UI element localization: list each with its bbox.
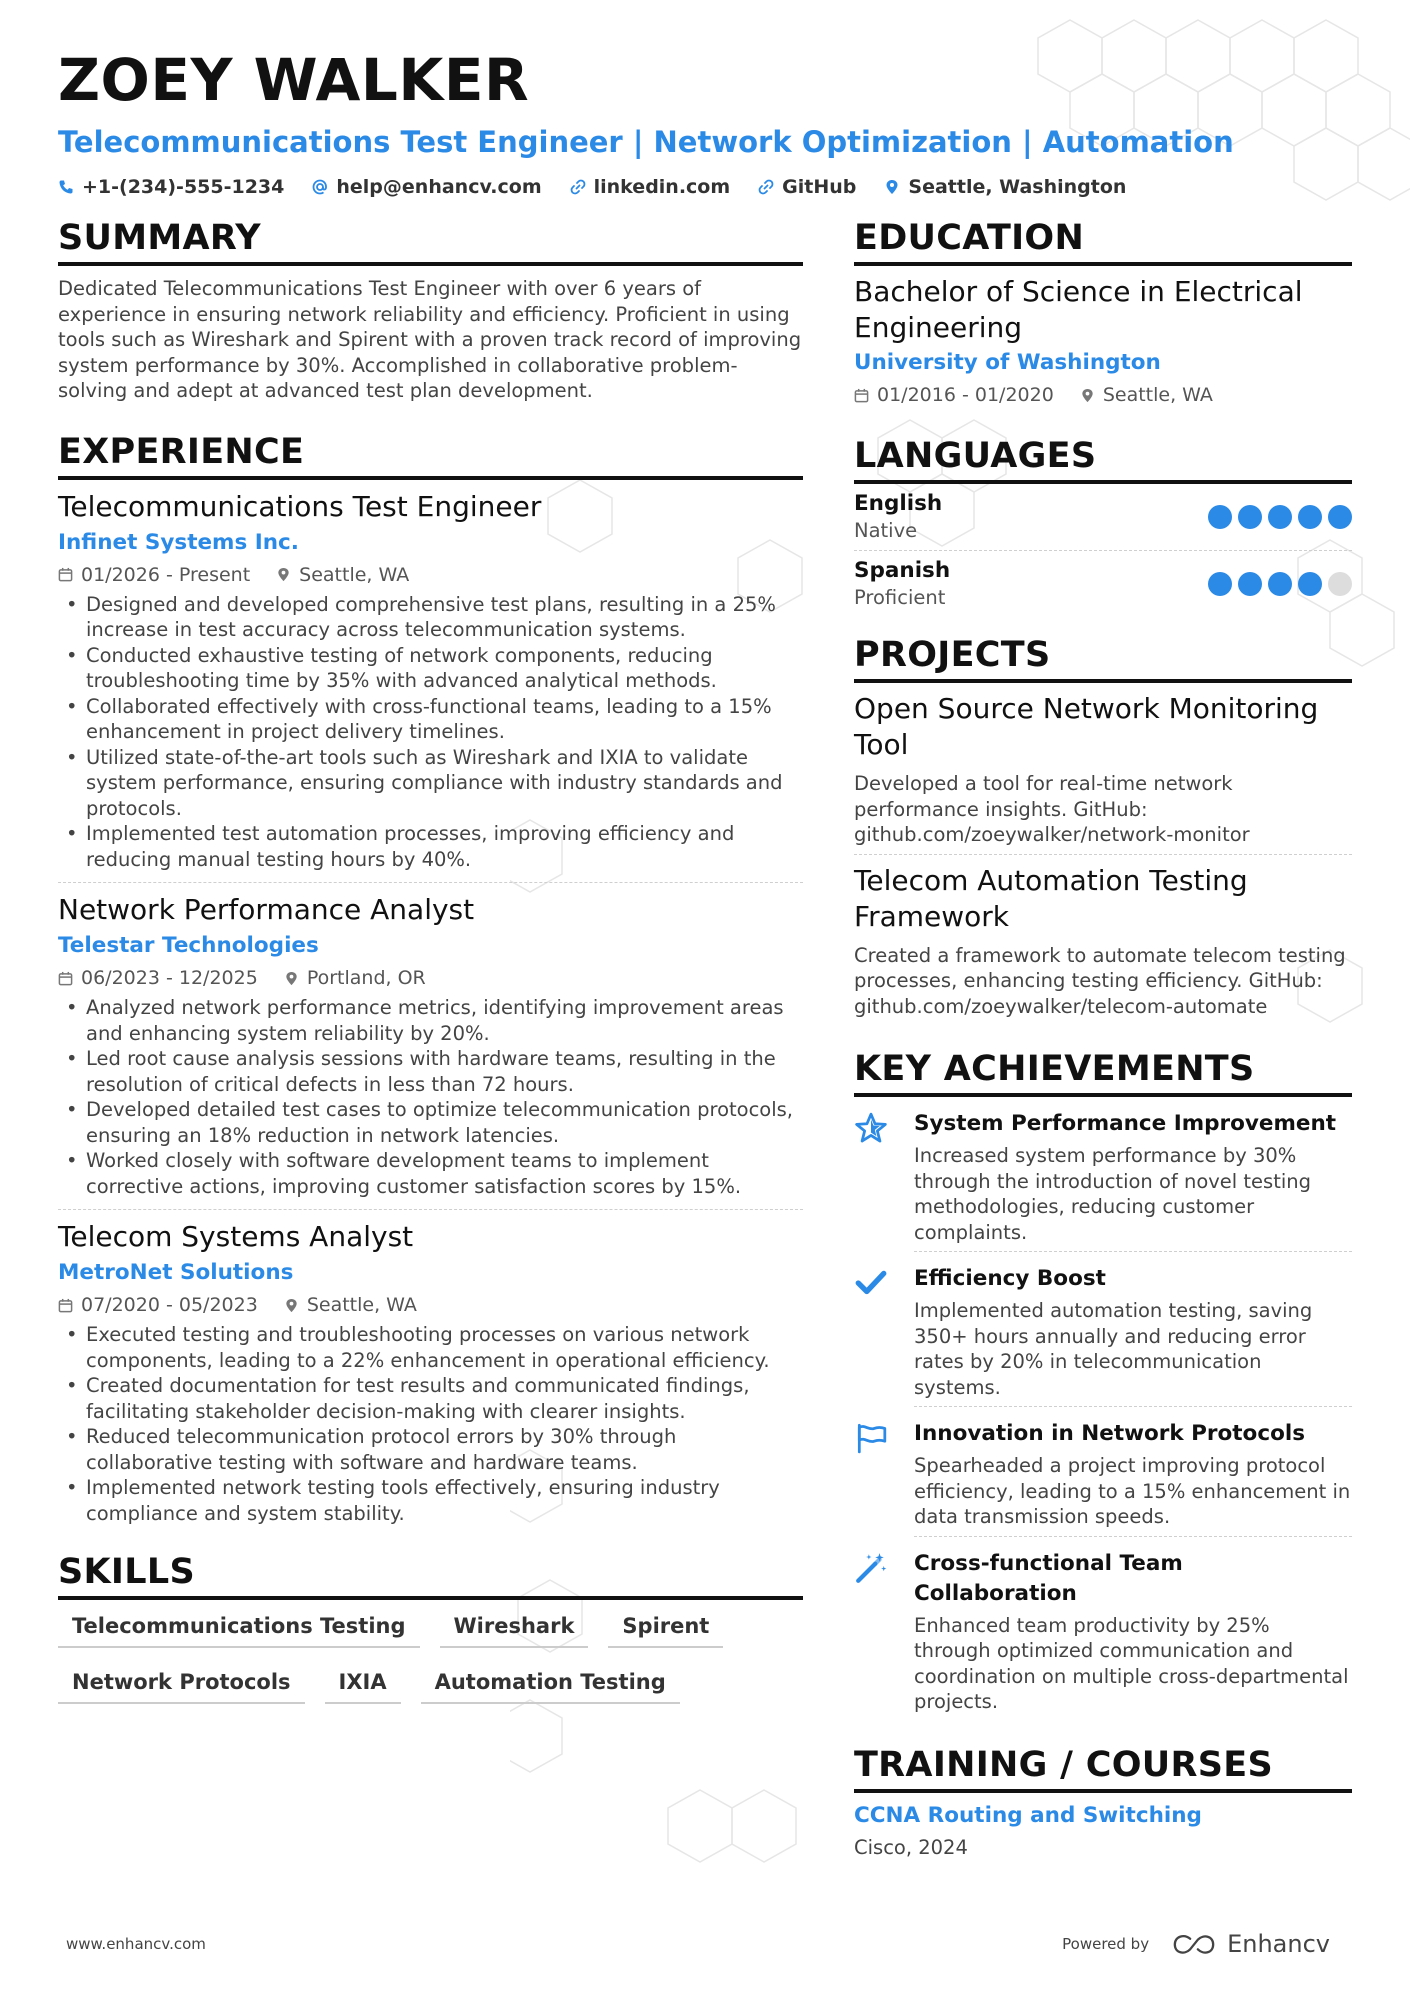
linkedin-text: linkedin.com [593,176,731,198]
achievement-title: Innovation in Network Protocols [914,1421,1306,1446]
language-name: English [854,491,943,516]
entry-divider [58,882,803,883]
brand-name: Enhancv [1227,1930,1330,1958]
job-title: Telecommunications Test Engineer [58,489,542,523]
language-row [854,490,1352,544]
achievement-description: Increased system performance by 30% through the introduction of novel testing methodologies, reducing customer complaints. [914,1144,1312,1244]
job-bullet: • Analyzed network performance metrics, identifying improvement areas and enhancing system reliability by 20%. [58,995,803,1046]
rating-dot-filled [1208,505,1232,529]
achievements-heading: KEY ACHIEVEMENTS [854,1047,1352,1097]
entry-divider [914,1536,1352,1537]
contact-bar [58,176,1352,198]
language-entry [854,490,1352,551]
job-bullet: • Executed testing and troubleshooting processes on various network components, leading to a 22% enhancement in operational efficiency. [58,1322,803,1373]
skill-tag: Wireshark [440,1614,589,1648]
rating-dot-filled [1268,505,1292,529]
job-bullets [58,1322,803,1526]
achievement-entry [854,1419,1352,1530]
flag-icon [854,1421,888,1455]
language-level: Native [854,519,918,542]
job-bullet: • Conducted exhaustive testing of network components, reducing troubleshooting time by 35% with advanced analytical methods. [58,643,803,694]
job-dates-text: 07/2020 - 05/2023 [81,1294,258,1316]
candidate-headline: Telecommunications Test Engineer | Network Optimization | Automation [58,125,1234,159]
page-footer [66,1930,1330,1958]
job-bullet: • Collaborated effectively with cross-functional teams, leading to a 15% enhancement in project delivery timelines. [58,694,803,745]
projects-heading: PROJECTS [854,633,1352,683]
job-bullet: • Created documentation for test results and communicated findings, facilitating stakeholder decision-making with clearer insights. [58,1373,803,1424]
job-dates-text: 06/2023 - 12/2025 [81,967,258,989]
rating-dot-filled [1298,505,1322,529]
contact-linkedin[interactable] [570,176,731,198]
languages-heading: LANGUAGES [854,434,1352,484]
footer-website[interactable]: www.enhancv.com [66,1935,206,1953]
experience-entry [58,1218,803,1526]
experience-entry [58,891,803,1210]
link-icon [758,179,774,195]
achievement-title: Cross-functional Team Collaboration [914,1550,1183,1606]
education-location-text: Seattle, WA [1102,384,1213,406]
enhancv-logo-icon [1171,1933,1217,1956]
left-column [58,216,803,1704]
job-bullet: • Worked closely with software development teams to implement corrective actions, improving customer satisfaction scores by 15%. [58,1148,803,1199]
summary-heading: SUMMARY [58,216,803,266]
rating-dot-filled [1208,572,1232,596]
language-row [854,557,1352,611]
skill-tag: Telecommunications Testing [58,1614,420,1648]
job-dates-text: 01/2026 - Present [81,563,251,586]
phone-icon [58,179,74,195]
experience-heading: EXPERIENCE [58,430,803,480]
check-icon [854,1266,888,1300]
job-dates [58,1292,258,1318]
achievement-icon-wrap [854,1419,896,1530]
job-location [284,965,426,991]
project-entry [854,863,1352,1020]
project-description: Created a framework to automate telecom testing processes, enhancing testing efficiency. GitHub: github.com/zoeywalker/telecom-automate [854,943,1346,1018]
achievement-description: Spearheaded a project improving protocol efficiency, leading to a 15% enhancement in data transmission speeds. [914,1454,1351,1528]
job-dates [58,965,258,991]
location-pin-icon [284,971,299,986]
company-name: Infinet Systems Inc. [58,529,299,555]
experience-entry [58,488,803,884]
achievement-entry [854,1264,1352,1400]
job-meta [58,1292,803,1318]
link-icon [570,179,586,195]
achievement-title: Efficiency Boost [914,1266,1106,1291]
contact-location[interactable] [884,176,1126,198]
job-bullet: • Implemented network testing tools effectively, ensuring industry compliance and system stability. [58,1475,803,1526]
job-dates [58,562,250,588]
education-location [1080,382,1213,408]
company-name: Telestar Technologies [58,933,319,958]
job-title: Network Performance Analyst [58,893,475,926]
powered-by-label: Powered by [1062,1935,1150,1953]
skills-heading: SKILLS [58,1550,803,1600]
education-heading: EDUCATION [854,216,1352,266]
rating-dot-filled [1298,572,1322,596]
job-meta [58,965,803,991]
education-dates [854,382,1054,408]
education-meta [854,382,1352,408]
degree-title: Bachelor of Science in Electrical Engineering [854,275,1303,344]
footer-branding [1062,1930,1330,1958]
contact-github[interactable] [758,176,856,198]
skills-list [58,1614,803,1704]
github-text: GitHub [782,176,857,198]
training-heading: TRAINING / COURSES [854,1743,1352,1793]
entry-divider [58,1209,803,1210]
achievement-icon-wrap [854,1264,896,1400]
achievement-description: Enhanced team productivity by 25% through optimized communication and coordination on multiple cross-departmental projects. [914,1613,1349,1713]
job-bullet: • Led root cause analysis sessions with hardware teams, resulting in the resolution of critical defects in less than 72 hours. [58,1046,803,1097]
job-location [276,562,409,588]
course-name: CCNA Routing and Switching [854,1802,1202,1828]
location-pin-icon [884,179,900,195]
job-bullet: • Reduced telecommunication protocol errors by 30% through collaborative testing with software and hardware teams. [58,1424,803,1475]
calendar-icon [58,567,73,582]
rating-dot-filled [1268,572,1292,596]
contact-email[interactable] [312,176,541,198]
course-meta: Cisco, 2024 [854,1835,968,1859]
project-description: Developed a tool for real-time network performance insights. GitHub: github.com/zoeywalker/network-monitor [854,772,1250,846]
star-icon [854,1111,888,1145]
job-location-text: Portland, OR [306,967,426,989]
enhancv-logo[interactable] [1171,1930,1330,1958]
skill-tag: Network Protocols [58,1670,305,1704]
language-name: Spanish [854,558,951,583]
rating-dot-empty [1328,572,1352,596]
entry-divider [854,854,1352,855]
email-text: help@enhancv.com [336,176,542,198]
job-title: Telecom Systems Analyst [58,1220,414,1253]
project-title: Open Source Network Monitoring Tool [854,692,1319,761]
skill-tag: Automation Testing [421,1670,680,1704]
skill-tag: IXIA [325,1670,401,1704]
project-entry [854,691,1352,855]
calendar-icon [58,971,73,986]
job-bullet: • Utilized state-of-the-art tools such as Wireshark and IXIA to validate system performance, ensuring compliance with industry standards and protocols. [58,745,803,822]
rating-dot-filled [1238,505,1262,529]
rating-dot-filled [1238,572,1262,596]
achievement-description: Implemented automation testing, saving 350+ hours annually and reducing error rates by 20% in telecommunication systems. [914,1299,1313,1399]
achievement-icon-wrap [854,1549,896,1715]
resume-content [58,40,1352,1859]
company-name: MetroNet Solutions [58,1260,294,1285]
job-bullet: • Developed detailed test cases to optimize telecommunication protocols, ensuring an 18% reduction in network latencies. [58,1097,803,1148]
calendar-icon [58,1298,73,1313]
location-pin-icon [1080,388,1095,403]
location-text: Seattle, Washington [908,176,1127,198]
achievement-entry [854,1109,1352,1245]
job-bullet: • Implemented test automation processes, improving efficiency and reducing manual testing hours by 40%. [58,821,803,872]
achievement-title: System Performance Improvement [914,1111,1337,1136]
job-location [284,1292,417,1318]
right-column [854,216,1352,1861]
phone-text: +1-(234)-555-1234 [82,176,285,198]
job-location-text: Seattle, WA [299,563,410,586]
rating-dot-filled [1328,505,1352,529]
calendar-icon [854,388,869,403]
summary-text: Dedicated Telecommunications Test Engineer with over 6 years of experience in ensuring network reliability and efficiency. Proficient in using tools such as Wireshark and Spirent with a proven track record of improving system performance by 30%. Accomplished in collaborative problem-solving and adept at advanced test plan development. [58,277,802,402]
at-sign-icon [312,179,328,195]
job-location-text: Seattle, WA [306,1294,417,1316]
contact-phone[interactable] [58,176,284,198]
language-entry [854,557,1352,611]
language-rating [1208,505,1352,529]
entry-divider [854,550,1352,551]
language-rating [1208,572,1352,596]
entry-divider [914,1406,1352,1407]
location-pin-icon [284,1298,299,1313]
education-dates-text: 01/2016 - 01/2020 [877,384,1054,406]
school-name: University of Washington [854,350,1161,375]
magic-wand-icon [854,1551,888,1585]
achievement-icon-wrap [854,1109,896,1245]
job-bullets [58,592,803,873]
achievement-entry [854,1549,1352,1715]
skill-tag: Spirent [608,1614,723,1648]
candidate-name: ZOEY WALKER [58,46,530,114]
location-pin-icon [276,567,291,582]
job-meta [58,562,803,588]
job-bullet: • Designed and developed comprehensive test plans, resulting in a 25% increase in test accuracy across telecommunication systems. [58,592,803,643]
project-title: Telecom Automation Testing Framework [854,863,1248,933]
job-bullets [58,995,803,1199]
language-level: Proficient [854,586,946,609]
entry-divider [914,1251,1352,1252]
